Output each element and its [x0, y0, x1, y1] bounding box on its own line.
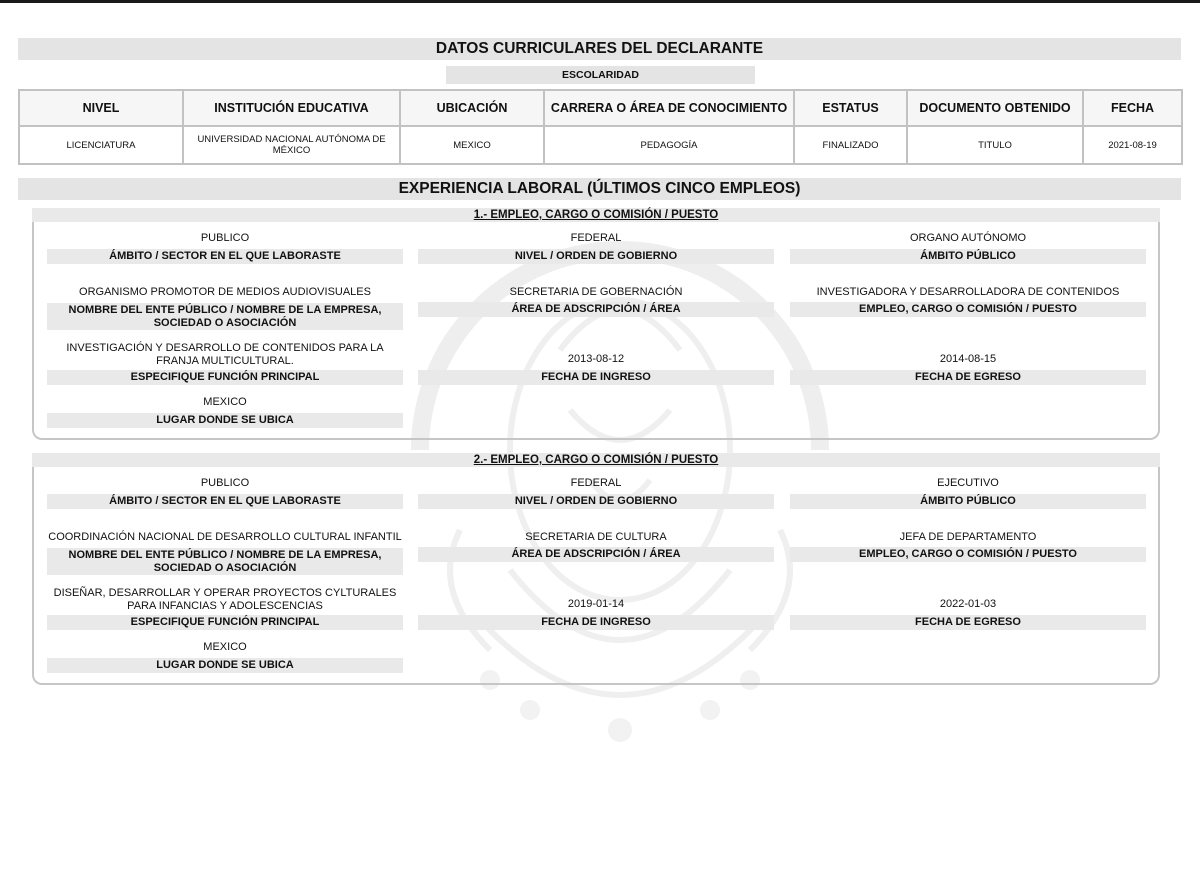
job1-empleo-label: EMPLEO, CARGO O COMISIÓN / PUESTO — [790, 302, 1146, 317]
header-institucion: INSTITUCIÓN EDUCATIVA — [183, 90, 400, 126]
job1-ambito-publico-value: ORGANO AUTÓNOMO — [909, 232, 1027, 244]
job1-lugar-value: MEXICO — [203, 396, 247, 408]
job2-nombre-ente-value: COORDINACIÓN NACIONAL DE DESARROLLO CULTURAL INFANTIL — [48, 531, 402, 543]
job2-empleo-label: EMPLEO, CARGO O COMISIÓN / PUESTO — [790, 547, 1146, 562]
job1-funcion-value: INVESTIGACIÓN Y DESARROLLO DE CONTENIDOS PARA LA FRANJA MULTICULTURAL. — [66, 342, 384, 367]
job2-funcion-label: ESPECIFIQUE FUNCIÓN PRINCIPAL — [47, 615, 403, 630]
job2-nombre-ente-label: NOMBRE DEL ENTE PÚBLICO / NOMBRE DE LA EMPRESA, SOCIEDAD O ASOCIACIÓN — [47, 548, 403, 575]
header-documento: DOCUMENTO OBTENIDO — [907, 90, 1083, 126]
job2-lugar-label: LUGAR DONDE SE UBICA — [47, 658, 403, 673]
job1-fecha-egreso-label: FECHA DE EGRESO — [790, 370, 1146, 385]
job2-empleo-value: JEFA DE DEPARTAMENTO — [899, 531, 1037, 543]
job2-area-value: SECRETARIA DE CULTURA — [525, 531, 667, 543]
top-border — [0, 0, 1200, 3]
job1-area-label: ÁREA DE ADSCRIPCIÓN / ÁREA — [418, 302, 774, 317]
job2-fecha-egreso-label: FECHA DE EGRESO — [790, 615, 1146, 630]
cell-ubicacion: MEXICO — [400, 126, 544, 164]
job1-nivel-orden-value: FEDERAL — [570, 232, 622, 244]
cell-carrera: PEDAGOGÍA — [544, 126, 794, 164]
job-header-1: 1.- EMPLEO, CARGO O COMISIÓN / PUESTO — [32, 208, 1160, 222]
header-nivel: NIVEL — [19, 90, 183, 126]
cell-estatus: FINALIZADO — [794, 126, 907, 164]
header-estatus: ESTATUS — [794, 90, 907, 126]
job1-funcion-label: ESPECIFIQUE FUNCIÓN PRINCIPAL — [47, 370, 403, 385]
job2-ambito-publico-value: EJECUTIVO — [937, 477, 999, 489]
job1-fecha-ingreso-label: FECHA DE INGRESO — [418, 370, 774, 385]
job2-fecha-ingreso-label: FECHA DE INGRESO — [418, 615, 774, 630]
cell-institucion: UNIVERSIDAD NACIONAL AUTÓNOMA DE MÉXICO — [183, 126, 400, 164]
job1-ambito-sector-label: ÁMBITO / SECTOR EN EL QUE LABORASTE — [47, 249, 403, 264]
cell-documento: TITULO — [907, 126, 1083, 164]
job1-fecha-ingreso-value: 2013-08-12 — [567, 353, 625, 365]
job1-area-value: SECRETARIA DE GOBERNACIÓN — [509, 286, 683, 298]
job1-fecha-egreso-value: 2014-08-15 — [939, 353, 997, 365]
job1-empleo-value: INVESTIGADORA Y DESARROLLADORA DE CONTENIDOS — [816, 286, 1120, 298]
job2-nivel-orden-value: FEDERAL — [570, 477, 622, 489]
job2-funcion-value: DISEÑAR, DESARROLLAR Y OPERAR PROYECTOS CYLTURALES PARA INFANCIAS Y ADOLESCENCIAS — [53, 587, 397, 612]
escolaridad-subtitle: ESCOLARIDAD — [446, 66, 755, 84]
table-header-row — [19, 90, 1182, 126]
job1-lugar-label: LUGAR DONDE SE UBICA — [47, 413, 403, 428]
job2-ambito-publico-label: ÁMBITO PÚBLICO — [790, 494, 1146, 509]
escolaridad-table — [18, 89, 1183, 165]
job2-nivel-orden-label: NIVEL / ORDEN DE GOBIERNO — [418, 494, 774, 509]
job1-ambito-publico-label: ÁMBITO PÚBLICO — [790, 249, 1146, 264]
header-fecha: FECHA — [1083, 90, 1182, 126]
job2-lugar-value: MEXICO — [203, 641, 247, 653]
job1-nivel-orden-label: NIVEL / ORDEN DE GOBIERNO — [418, 249, 774, 264]
experiencia-title: EXPERIENCIA LABORAL (ÚLTIMOS CINCO EMPLEOS) — [18, 178, 1181, 200]
job1-nombre-ente-label: NOMBRE DEL ENTE PÚBLICO / NOMBRE DE LA EMPRESA, SOCIEDAD O ASOCIACIÓN — [47, 303, 403, 330]
job2-area-label: ÁREA DE ADSCRIPCIÓN / ÁREA — [418, 547, 774, 562]
job-header-2: 2.- EMPLEO, CARGO O COMISIÓN / PUESTO — [32, 453, 1160, 467]
job2-ambito-sector-label: ÁMBITO / SECTOR EN EL QUE LABORASTE — [47, 494, 403, 509]
header-ubicacion: UBICACIÓN — [400, 90, 544, 126]
header-carrera: CARRERA O ÁREA DE CONOCIMIENTO — [544, 90, 794, 126]
job1-nombre-ente-value: ORGANISMO PROMOTOR DE MEDIOS AUDIOVISUALES — [79, 286, 371, 298]
job2-fecha-ingreso-value: 2019-01-14 — [567, 598, 625, 610]
cell-nivel: LICENCIATURA — [19, 126, 183, 164]
table-row — [19, 126, 1182, 164]
job1-ambito-sector-value: PUBLICO — [200, 232, 250, 244]
job2-ambito-sector-value: PUBLICO — [200, 477, 250, 489]
cell-fecha: 2021-08-19 — [1083, 126, 1182, 164]
page-title: DATOS CURRICULARES DEL DECLARANTE — [18, 38, 1181, 60]
job2-fecha-egreso-value: 2022-01-03 — [939, 598, 997, 610]
